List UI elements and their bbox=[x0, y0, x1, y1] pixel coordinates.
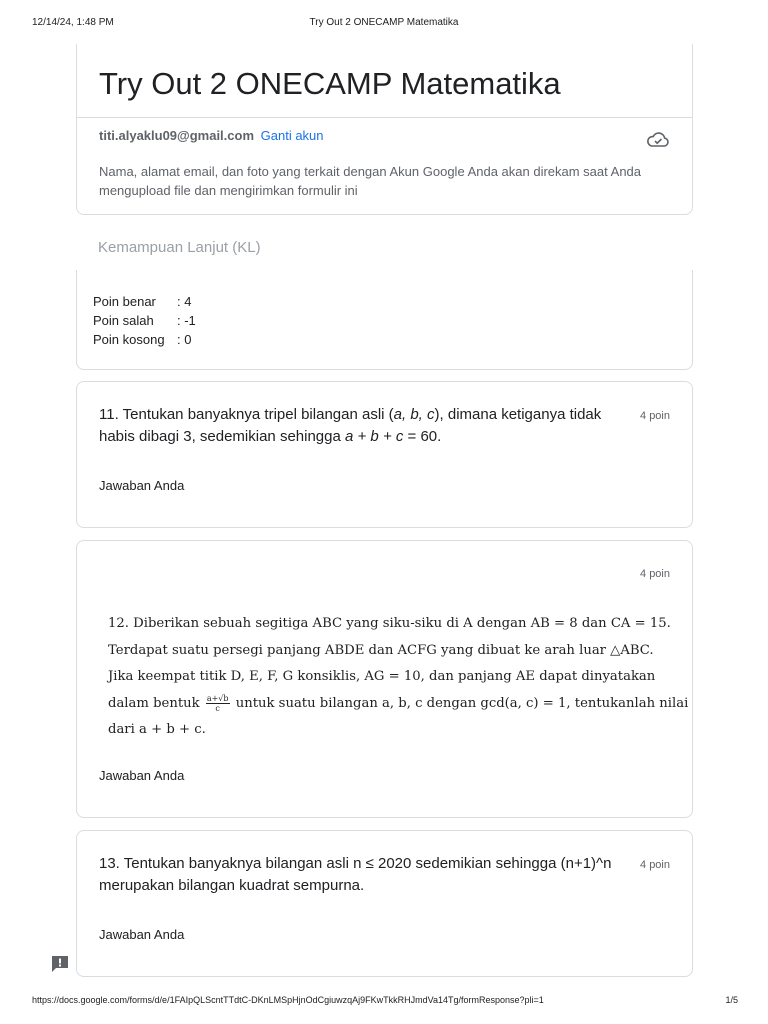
question-12-text: untuk suatu bilangan a, b, c dengan gcd(a, c) = 1, tentukanlah nilai bbox=[235, 695, 689, 711]
account-email: titi.alyaklu09@gmail.com bbox=[99, 128, 255, 143]
question-points: 4 poin bbox=[640, 859, 670, 871]
question-points: 4 poin bbox=[640, 410, 670, 422]
question-13-text: 13. Tentukan banyaknya bilangan asli n ≤ 2020 sedemikian sehingga (n+1)^n merupakan bilangan kuadrat sempurna. bbox=[99, 855, 612, 894]
points-rule-label: Poin salah bbox=[93, 313, 154, 328]
points-rule-label: Poin kosong bbox=[93, 332, 165, 347]
question-12-image bbox=[108, 611, 689, 744]
question-number: 11. bbox=[99, 406, 119, 423]
question-text-part: ), dimana ketiganya tidak habis dibagi 3, sedemikian sehingga bbox=[99, 406, 602, 445]
question-12-line: Jika keempat titik D, E, F, G konsiklis, AG = 10, dan panjang AE dapat dinyatakan bbox=[108, 669, 656, 684]
question-text-italic: a, b, c bbox=[393, 406, 435, 423]
cloud-check-icon bbox=[646, 129, 670, 149]
privacy-note: Nama, alamat email, dan foto yang terkait dengan Akun Google Anda akan direkam saat Anda mengupload file dan mengirimkan formulir ini bbox=[99, 164, 642, 198]
print-page-title: Try Out 2 ONECAMP Matematika bbox=[309, 17, 459, 28]
print-url: https://docs.google.com/forms/d/e/1FAIpQLScntTTdtC-DKnLMSpHjnOdCgiuwzqAj9FKwTkkRHJmdVa14Tg/formResponse?pli=1 bbox=[32, 995, 544, 1005]
form-title: Try Out 2 ONECAMP Matematika bbox=[99, 66, 561, 101]
points-rules-card bbox=[76, 270, 693, 370]
question-12-line: dari a + b + c. bbox=[108, 722, 206, 737]
answer-field[interactable]: Jawaban Anda bbox=[99, 927, 185, 942]
question-points: 4 poin bbox=[640, 568, 670, 580]
section-title: Kemampuan Lanjut (KL) bbox=[98, 239, 261, 256]
question-12-text: dalam bentuk bbox=[108, 695, 200, 711]
answer-field[interactable]: Jawaban Anda bbox=[99, 478, 185, 493]
account-line bbox=[99, 128, 324, 143]
points-rule-label: Poin benar bbox=[93, 294, 156, 309]
feedback-icon[interactable] bbox=[50, 954, 70, 974]
question-13-card bbox=[76, 830, 693, 977]
fraction-numerator: a+√b bbox=[206, 693, 229, 703]
question-12-card bbox=[76, 540, 693, 818]
print-page-number: 1/5 bbox=[725, 995, 738, 1005]
form-header-card bbox=[76, 44, 693, 215]
question-text-italic: a + b + c bbox=[345, 428, 404, 445]
question-12-line: Terdapat suatu persegi panjang ABDE dan ACFG yang dibuat ke arah luar △ABC. bbox=[108, 642, 654, 658]
points-rule-value: : 0 bbox=[177, 332, 192, 347]
print-datetime: 12/14/24, 1:48 PM bbox=[32, 17, 114, 28]
question-11-text bbox=[99, 404, 619, 448]
question-12-line bbox=[108, 691, 689, 718]
points-rules bbox=[93, 292, 196, 349]
points-rule-row bbox=[93, 292, 196, 311]
question-text-part: = 60. bbox=[403, 428, 442, 445]
points-rule-row bbox=[93, 311, 196, 330]
header-divider bbox=[77, 117, 692, 118]
question-text-part: Tentukan banyaknya tripel bilangan asli ( bbox=[118, 406, 394, 423]
fraction-denominator: c bbox=[215, 703, 220, 713]
print-footer bbox=[32, 995, 738, 1009]
points-rule-row bbox=[93, 330, 196, 349]
question-11-card bbox=[76, 381, 693, 528]
question-12-line: 12. Diberikan sebuah segitiga ABC yang siku-siku di A dengan AB = 8 dan CA = 15. bbox=[108, 616, 671, 631]
points-rule-value: : 4 bbox=[177, 294, 192, 309]
points-rule-value: : -1 bbox=[177, 313, 196, 328]
fraction bbox=[206, 694, 230, 713]
answer-field[interactable]: Jawaban Anda bbox=[99, 768, 185, 783]
switch-account-link[interactable]: Ganti akun bbox=[260, 128, 324, 143]
print-header bbox=[32, 17, 736, 31]
